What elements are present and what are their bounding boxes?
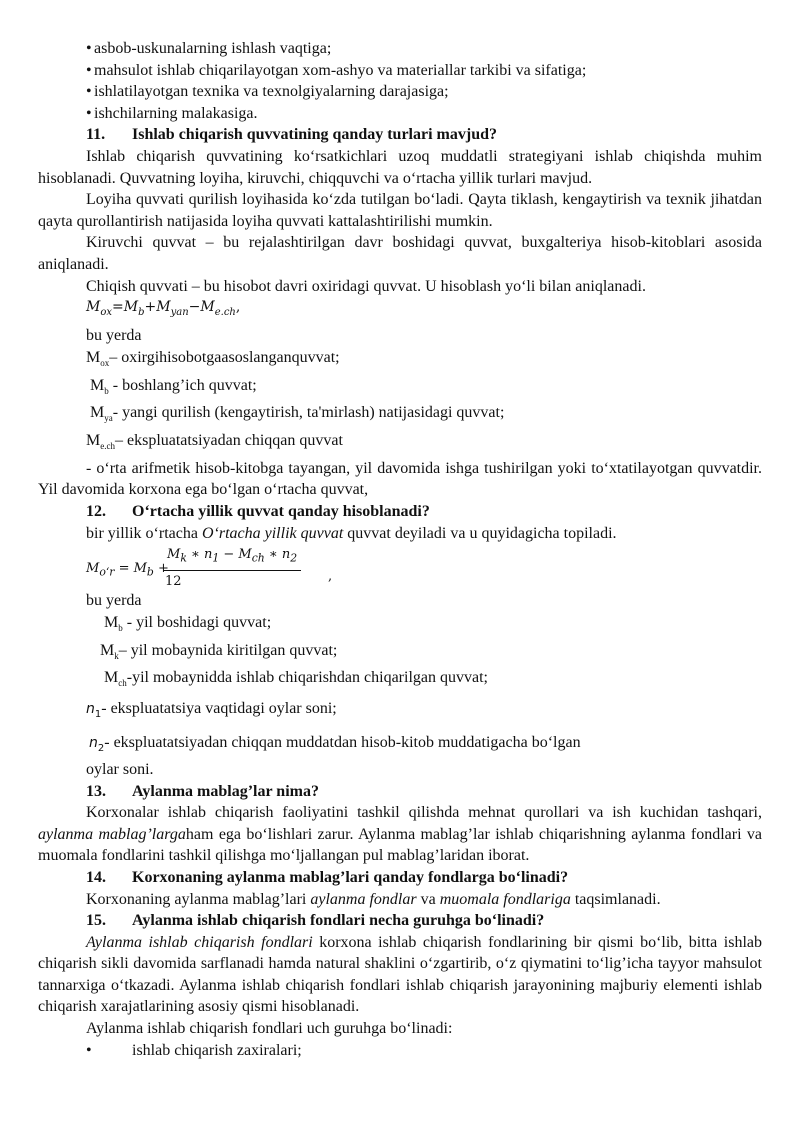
- paragraph: Aylanma ishlab chiqarish fondlari korxona ishlab chiqarish fondlarining bir qismi bo‘lib, bitta ishlab chiqarish sikli davomida sarflanadi hamda natural shaklini o‘zgartirib, o‘z qiymatini to‘lig’icha tayyor mahsulot tannarxiga o‘tkazadi. Aylanma ishlab chiqarish fondlari ishlab chiqarish jarayonining majburiy elementi ishlab chiqarish xarajatlarining asosiy qismi hisoblanadi.: [38, 933, 762, 1016]
- paragraph: Aylanma ishlab chiqarish fondlari uch guruhga bo‘linadi:: [86, 1020, 453, 1038]
- paragraph: Loyiha quvvati qurilish loyihasida ko‘zda tutilgan bo‘ladi. Qayta tiklash, kengaytirish va texnik jihatdan qayta qurollantirish natijasida loyiha quvvati kattalashtirilishi mumkin.: [38, 191, 762, 230]
- definition: $M_{ox}-$ oxirgihisobotgaasoslanganquvvat;: [86, 348, 340, 368]
- paragraph: Kiruvchi quvvat – bu rejalashtirilgan davr boshidagi quvvat, buxgalteriya hisob-kitoblari asosida aniqlanadi.: [38, 234, 762, 273]
- paragraph: Ishlab chiqarish quvvatining ko‘rsatkichlari uzoq muddatli strategiyani ishlab chiqishda muhim hisoblanadi. Quvvatning loyiha, kiruvchi, chiqquvchi va o‘rtacha yillik turlari mavjud.: [38, 147, 762, 187]
- paragraph: - o‘rta arifmetik hisob-kitobga tayangan, yil davomida ishga tushirilgan yoki to‘xtatilayotgan quvvatdir. Yil davomida korxona ega bo‘lgan o‘rtacha quvvat,: [38, 459, 762, 499]
- definition: $M_{e.ch}-$ ekspluatatsiyadan chiqqan quvvat: [86, 432, 343, 452]
- bullet-icon: •: [86, 40, 92, 57]
- definition: $M_{ya}-$ yangi qurilish (kengaytirish, ta'mirlash) natijasidagi quvvat;: [90, 404, 505, 424]
- formula-output-capacity: $M_{ox}=M_b+M_{yan}-M_{e.ch}$,: [86, 299, 241, 318]
- question-heading-15: 15. Aylanma ishlab chiqarish fondlari necha guruhga bo‘linadi?: [86, 912, 545, 930]
- paragraph: Korxonaning aylanma mablag’lari aylanma fondlar va muomala fondlariga taqsimlanadi.: [86, 890, 661, 908]
- paragraph: bir yillik o‘rtacha O‘rtacha yillik quvvat quvvat deyiladi va u quyidagicha topiladi.: [86, 524, 617, 542]
- question-heading-14: 14. Korxonaning aylanma mablag’lari qanday fondlarga bo‘linadi?: [86, 868, 569, 886]
- list-item: • ishlatilayotgan texnika va texnolgiyalarning darajasiga;: [38, 81, 762, 103]
- bullet-icon: •: [86, 1041, 92, 1059]
- formula-average-capacity: $M_{o‘r} = M_b$ + $M_k$ ∗ $n_1 - M_{ch}$ ∗ $n_2$ 12 ,: [38, 544, 762, 590]
- bullet-icon: •: [86, 83, 92, 101]
- where-label: bu yerda: [86, 327, 142, 345]
- definition: $M_k-$ yil mobaynida kiritilgan quvvat;: [100, 641, 338, 661]
- where-label: bu yerda: [86, 592, 142, 610]
- bullet-icon: •: [86, 104, 92, 122]
- list-item: • ishchilarning malakasiga.: [38, 103, 762, 125]
- question-heading-11: 11. Ishlab chiqarish quvvatining qanday turlari mavjud?: [86, 126, 497, 144]
- list-item: • ishlab chiqarish zaxiralari;: [38, 1040, 762, 1062]
- definition: $n_1-$ ekspluatatsiya vaqtidagi oylar soni;: [86, 700, 337, 720]
- list-item: • mahsulot ishlab chiqarilayotgan xom-ashyo va materiallar tarkibi va sifatiga;: [38, 60, 762, 82]
- paragraph: Korxonalar ishlab chiqarish faoliyatini tashkil qilishda mehnat qurollari va ish kuchidan tashqari, aylanma mablag’largaham ega bo‘lishlari zarur. Aylanma mablag’lar ishlab chiqarishning aylanma fondlari va muomala fondlarini tashkil qilishga mo‘ljallangan pul mablag’laridan iborat.: [38, 804, 762, 865]
- definition: $M_b$ - yil boshidagi quvvat;: [104, 613, 272, 633]
- definition: $n_2-$ ekspluatatsiyadan chiqqan muddatdan hisob-kitob muddatigacha bo‘lgan: [89, 733, 581, 754]
- bullet-icon: •: [86, 61, 92, 79]
- document-page: [38, 38, 762, 1061]
- definition-continued: oylar soni.: [86, 760, 154, 778]
- list-item: • asbob-uskunalarning ishlash vaqtiga;: [38, 38, 762, 60]
- definition: $M_b$ - boshlang’ich quvvat;: [90, 376, 257, 396]
- question-heading-12: 12. O‘rtacha yillik quvvat qanday hisoblanadi?: [86, 503, 430, 521]
- question-heading-13: 13. Aylanma mablag’lar nima?: [86, 782, 319, 800]
- definition: $M_{ch}$-yil mobaynidda ishlab chiqarishdan chiqarilgan quvvat;: [104, 669, 488, 689]
- paragraph: Chiqish quvvati – bu hisobot davri oxiridagi quvvat. U hisoblash yo‘li bilan aniqlanadi.: [86, 277, 646, 295]
